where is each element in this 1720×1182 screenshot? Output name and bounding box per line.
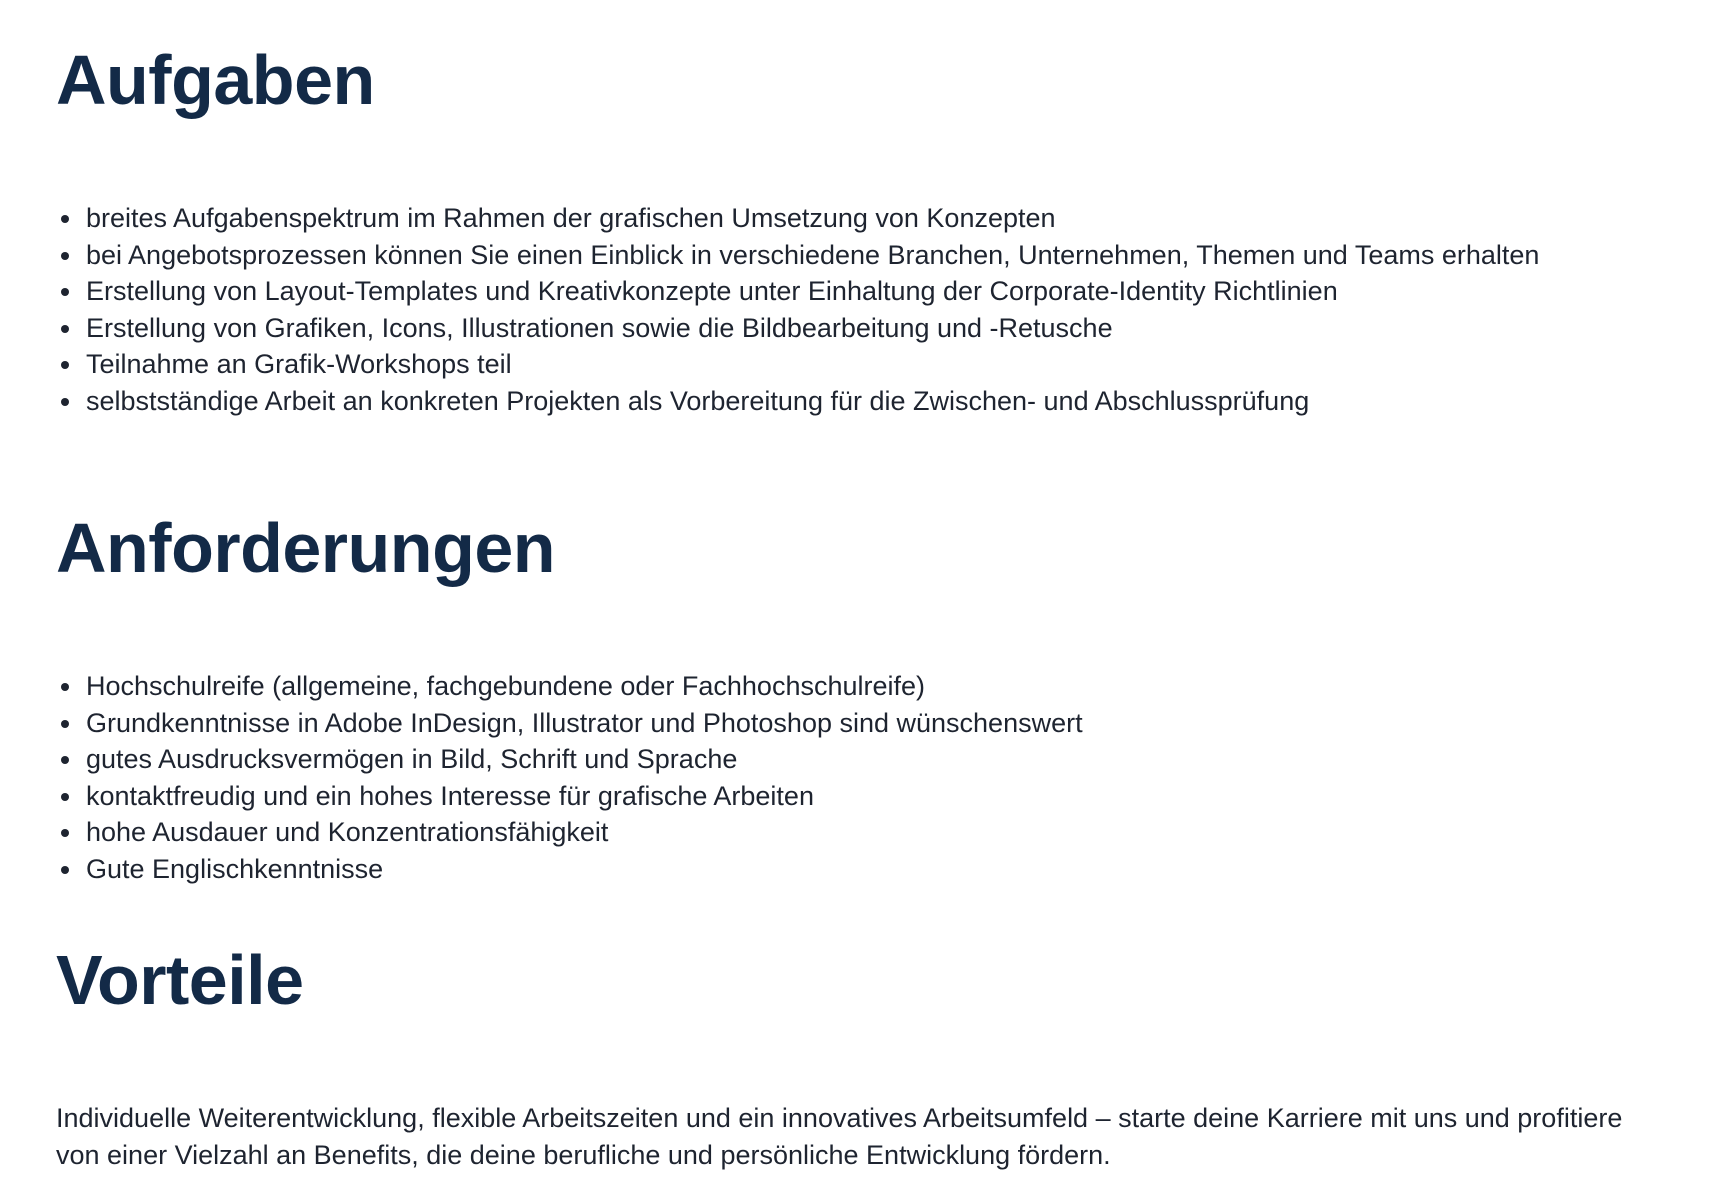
list-item-text: Erstellung von Layout-Templates und Kreativkonzepte unter Einhaltung der Corporate-Identity Richtlinien (86, 276, 1338, 306)
list-item (56, 668, 1664, 705)
section-vorteile (56, 940, 1664, 1173)
section-anforderungen (56, 508, 1664, 887)
bullet-icon (61, 252, 69, 260)
list-item (56, 778, 1664, 815)
list-item (56, 273, 1664, 310)
bullet-icon (61, 215, 69, 223)
list-item (56, 814, 1664, 851)
bullet-icon (61, 398, 69, 406)
list-item (56, 383, 1664, 420)
bullet-icon (61, 288, 69, 296)
bullet-icon (61, 829, 69, 837)
bullet-icon (61, 793, 69, 801)
list-item-text: breites Aufgabenspektrum im Rahmen der grafischen Umsetzung von Konzepten (86, 203, 1056, 233)
list-anforderungen (56, 668, 1664, 887)
list-item (56, 200, 1664, 237)
list-item-text: selbstständige Arbeit an konkreten Projekten als Vorbereitung für die Zwischen- und Abschlussprüfung (86, 385, 1310, 416)
bullet-icon (61, 720, 69, 728)
heading-vorteile: Vorteile (56, 941, 304, 1019)
list-item-text: kontaktfreudig und ein hohes Interesse für grafische Arbeiten (86, 780, 814, 811)
list-item (56, 346, 1664, 383)
list-item (56, 237, 1664, 274)
section-aufgaben (56, 40, 1664, 419)
list-item-text: Hochschulreife (allgemeine, fachgebundene oder Fachhochschulreife) (86, 671, 926, 701)
list-aufgaben (56, 200, 1664, 419)
list-item (56, 310, 1664, 347)
list-item-text: bei Angebotsprozessen können Sie einen Einblick in verschiedene Branchen, Unternehmen, Themen und Teams erhalten (86, 239, 1540, 270)
list-item-text: gutes Ausdrucksvermögen in Bild, Schrift und Sprache (86, 744, 738, 774)
heading-anforderungen: Anforderungen (56, 509, 556, 587)
list-item (56, 705, 1664, 742)
list-item-text: Erstellung von Grafiken, Icons, Illustrationen sowie die Bildbearbeitung und -Retusche (86, 312, 1113, 343)
bullet-icon (61, 756, 69, 764)
bullet-icon (61, 325, 69, 333)
list-item-text: Grundkenntnisse in Adobe InDesign, Illustrator und Photoshop sind wünschenswert (86, 707, 1083, 738)
list-item-text: hohe Ausdauer und Konzentrationsfähigkeit (86, 817, 609, 847)
list-item-text: Gute Englischkenntnisse (86, 853, 384, 884)
bullet-icon (61, 361, 69, 369)
bullet-icon (61, 866, 69, 874)
vorteile-paragraph: Individuelle Weiterentwicklung, flexible Arbeitszeiten und ein innovatives Arbeitsumfeld – starte deine Karriere mit uns und profitiere von einer Vielzahl an Benefits, die deine berufliche und persönliche Entwicklung fördern. (56, 1103, 1623, 1170)
bullet-icon (61, 683, 69, 691)
list-item (56, 851, 1664, 888)
list-item (56, 741, 1664, 778)
list-item-text: Teilnahme an Grafik-Workshops teil (86, 349, 512, 379)
heading-aufgaben: Aufgaben (56, 41, 375, 119)
